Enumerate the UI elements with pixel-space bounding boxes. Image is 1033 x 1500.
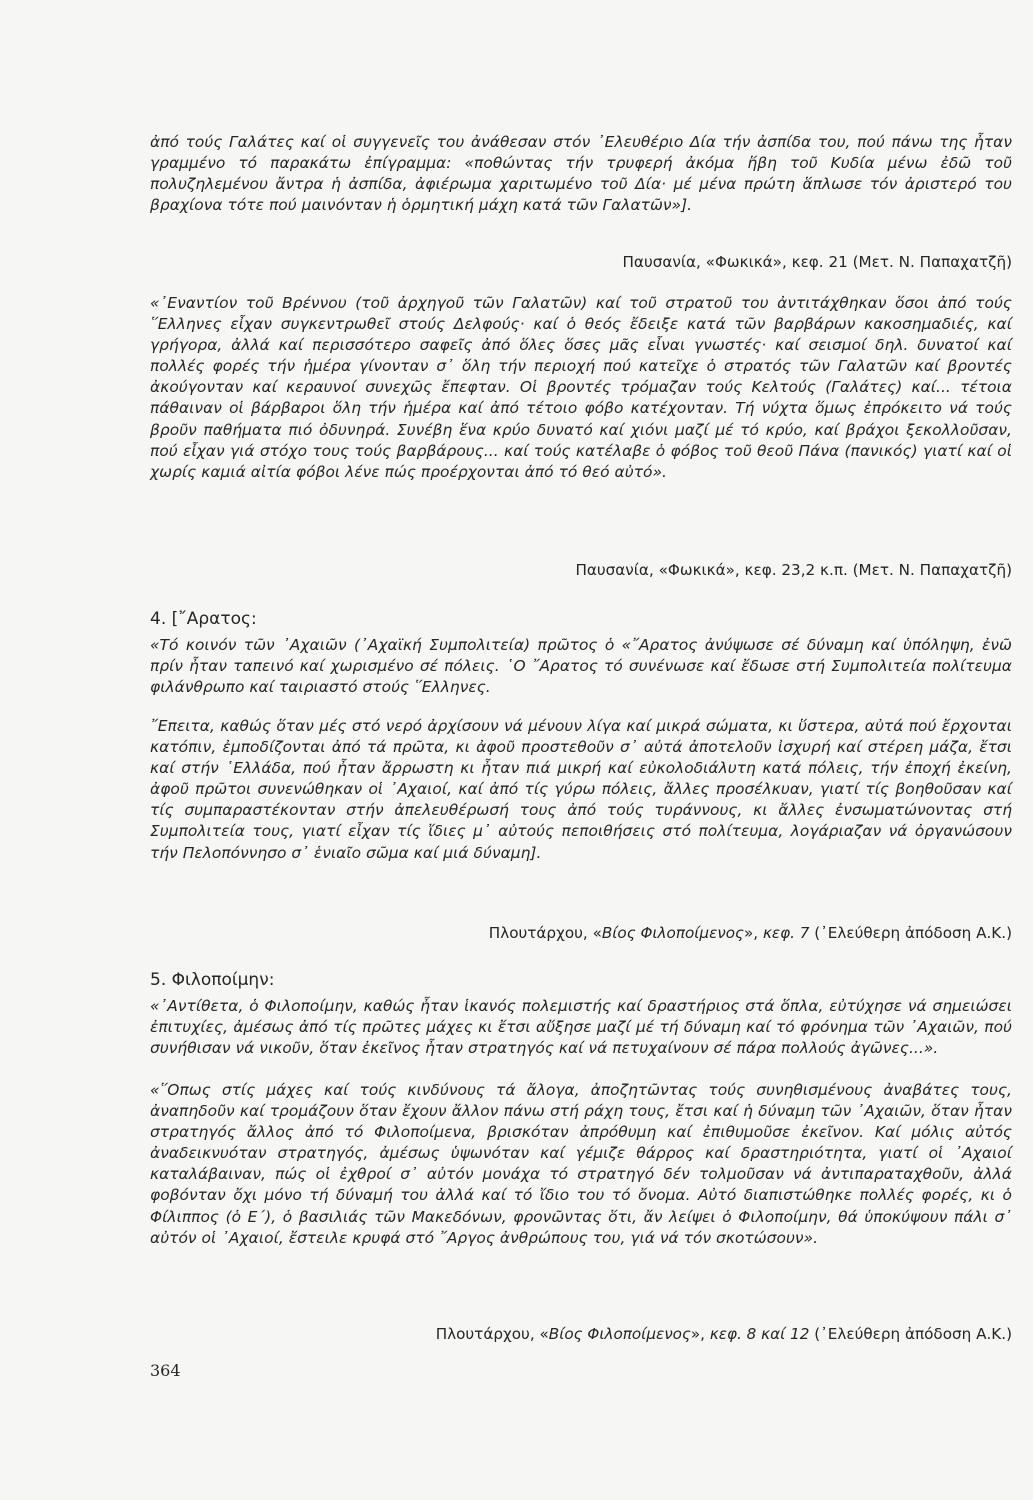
citation-author: Πλουτάρχου, « [435,1325,549,1343]
section-heading-aratos: 4. [῎Αρατος: [150,609,257,629]
citation-title: Βίος Φιλοποίμενος [601,924,744,942]
paragraph-philopoemen-horses: «῞Οπως στίς μάχες καί τούς κινδύνους τά ἄλογα, ἀποζητῶντας τούς συνηθισμένους ἀναβάτες τους, ἀναπηδοῦν καί τρομάζουν ὅταν ἔχουν ἄλλον πάνω στή ράχη τους, ἔτσι καί ἡ δύναμη τῶν ᾿Αχαιῶν, ὅταν ἦταν στρατηγός ἄλλος ἀπό τό Φιλοποίμενα, βρισκόταν ἀπρόθυμη καί ἐπιθυμοῦσε ἐκεῖνον. Καί μόλις αὐτός ἀναδεικνυόταν στρατηγός, ἀμέσως ὑψωνόταν καί γέμιζε θάρρος καί δραστηριότητα, γιατί οἱ ᾿Αχαιοί καταλάβαιναν, πώς οἱ ἐχθροί σ᾿ αὐτόν μονάχα τό στρατηγό δέν τολμοῦσαν νά ἀντιπαραταχθοῦν, ἀλλά φοβόνταν ὄχι μόνο τή δύναμή του ἀλλά καί τό ἴδιο του τό ὄνομα. Αὐτό διαπιστώθηκε πολλές φορές, κι ὁ Φίλιππος (ὁ Ε´), ὁ βασιλιάς τῶν Μακεδόνων, φρονῶντας ὅτι, ἄν λείψει ὁ Φιλοποίμην, θά ὑποκύψουν πάλι σ᾿ αὐτόν οἱ ᾿Αχαιοί, ἔστειλε κρυφά στό ῎Αργος ἀνθρώπους του, γιά νά τόν σκοτώσουν». [150,1081,1012,1247]
citation-translator: (᾿Ελεύθερη ἀπόδοση Α.Κ.) [809,924,1012,942]
source-citation-pausanias-21: Παυσανία, «Φωκικά», κεφ. 21 (Μετ. Ν. Παπαχατζῆ) [622,253,1012,271]
citation-sep: », [743,924,763,942]
citation-sep: », [690,1325,710,1343]
citation-chapter: κεφ. 7 [762,924,810,942]
citation-author: Πλουτάρχου, « [488,924,602,942]
source-citation-pausanias-23: Παυσανία, «Φωκικά», κεφ. 23,2 κ.π. (Μετ. Ν. Παπαχατζῆ) [575,561,1012,579]
paragraph-aratos-unification: ῎Επειτα, καθώς ὅταν μές στό νερό ἀρχίσουν νά μένουν λίγα καί μικρά σώματα, κι ὕστερα, αὐτά πού ἔρχονται κατόπιν, ἐμποδίζονται ἀπό τά πρῶτα, κι ἀφοῦ προστεθοῦν σ᾿ αὐτά ἀποτελοῦν ἰσχυρή καί στέρεη μάζα, ἔτσι καί στήν ῾Ελλάδα, πού ἦταν ἄρρωστη κι ἦταν πιά μικρή καί εὐκολοδιάλυτη κατά πόλεις, τήν ἐποχή ἐκείνη, ἀφοῦ πρῶτοι συνενώθηκαν οἱ ᾿Αχαιοί, καί ἀπό τίς γύρω πόλεις, ἄλλες προσέλκυαν, γιατί τίς βοηθοῦσαν καί τίς συμπαραστέκονταν στήν ἀπελευθέρωσή τους ἀπό τούς τυράννους, κι ἄλλες ἐνσωματώνοντας στή Συμπολιτεία τους, γιατί εἶχαν τίς ἴδιες μ᾿ αὐτούς πεποιθήσεις στό πολίτευμα, λογάριαζαν νά ὀργανώσουν τήν Πελοπόννησο σ᾿ ἑνιαῖο σῶμα καί μιά δύναμη]. [150,717,1012,862]
page-number: 364 [150,1361,181,1380]
citation-chapter: κεφ. 8 καί 12 [709,1325,810,1343]
citation-title: Βίος Φιλοποίμενος [548,1325,691,1343]
section-heading-philopoemen: 5. Φιλοποίμην: [150,970,275,990]
paragraph-brennus: «᾿Εναντίον τοῦ Βρέννου (τοῦ ἀρχηγοῦ τῶν Γαλατῶν) καί τοῦ στρατοῦ του ἀντιτάχθηκαν ὅσοι ἀπό τούς ῞Ελληνες εἶχαν συγκεντρωθεῖ στούς Δελφούς· καί ὁ θεός ἔδειξε κατά τῶν βαρβάρων κακοσημαδιές, καί γρήγορα, ἀλλά καί περισσότερο σαφεῖς ἀπό ὅλες ὅσες μᾶς εἶναι γνωστές· καί σεισμοί δηλ. δυνατοί καί πολλές φορές τήν ἡμέρα γίνονταν σ᾿ ὅλη τήν περιοχή πού κατεῖχε ὁ στρατός τῶν Γαλατῶν καί βροντές ἀκούγονταν καί κεραυνοί συνεχῶς ἔπεφταν. Οἱ βροντές τρόμαζαν τούς Κελτούς (Γαλάτες) καί... τέτοια πάθαιναν οἱ βάρβαροι ὅλη τήν ἡμέρα καί ἀπό τέτοιο φόβο κατέχονταν. Τή νύχτα ὅμως ἐπρόκειτο νά τούς βροῦν παθήματα πιό ὀδυνηρά. Συνέβη ἕνα κρύο δυνατό καί χιόνι μαζί μέ τό κρύο, καί βράχοι ξεκολλοῦσαν, πού εἶχαν γιά στόχο τους τούς βαρβάρους... καί τούς κατέλαβε ὁ φόβος τοῦ θεοῦ Πάνα (πανικός) γιατί καί οἱ χωρίς καμιά αἰτία φόβοι λένε πώς προέρχονται ἀπό τό θεό αὐτό». [150,294,1012,481]
paragraph-galates-shield: ἀπό τούς Γαλάτες καί οἱ συγγενεῖς του ἀνάθεσαν στόν ᾿Ελευθέριο Δία τήν ἀσπίδα του, πού πάνω της ἦταν γραμμένο τό παρακάτω ἐπίγραμμα: «ποθώντας τήν τρυφερή ἀκόμα ἥβη τοῦ Κυδία μένω ἐδῶ τοῦ πολυζηλεμένου ἄντρα ἡ ἀσπίδα, ἀφιέρωμα χαριτωμένο τοῦ Δία· μέ μένα πρώτη ἅπλωσε τόν ἀριστερό του βραχίονα τότε πού μαινόνταν ἡ ὁρμητική μάχη κατά τῶν Γαλατῶν»]. [150,133,1012,215]
source-citation-plutarch-8-12 [150,1324,1012,1345]
paragraph-aratos-achaean-league: «Τό κοινόν τῶν ᾿Αχαιῶν (᾿Αχαϊκή Συμπολιτεία) πρῶτος ὁ «῎Αρατος ἀνύψωσε σέ δύναμη καί ὑπόληψη, ἐνῶ πρίν ἦταν ταπεινό καί χωρισμένο σέ πόλεις. ῾Ο ῎Αρατος τό συνένωσε καί ἔδωσε στή Συμπολιτεία πολίτευμα φιλάνθρωπο καί ταιριαστό στούς ῞Ελληνες. [150,636,1012,697]
citation-translator: (᾿Ελεύθερη ἀπόδοση Α.Κ.) [809,1325,1012,1343]
source-citation-plutarch-7 [150,923,1012,944]
paragraph-philopoemen-victories: «᾿Αντίθετα, ὁ Φιλοποίμην, καθώς ἦταν ἱκανός πολεμιστής καί δραστήριος στά ὅπλα, εὐτύχησε νά σημειώσει ἐπιτυχίες, ἀμέσως ἀπό τίς πρῶτες μάχες κι ἔτσι αὔξησε μαζί μέ τή δύναμη καί τό φρόνημα τῶν ᾿Αχαιῶν, πού συνήθισαν νά νικοῦν, ὅταν ἐκεῖνος ἦταν στρατηγός καί νά πετυχαίνουν σέ πάρα πολλούς ἀγῶνες...». [150,997,1012,1058]
